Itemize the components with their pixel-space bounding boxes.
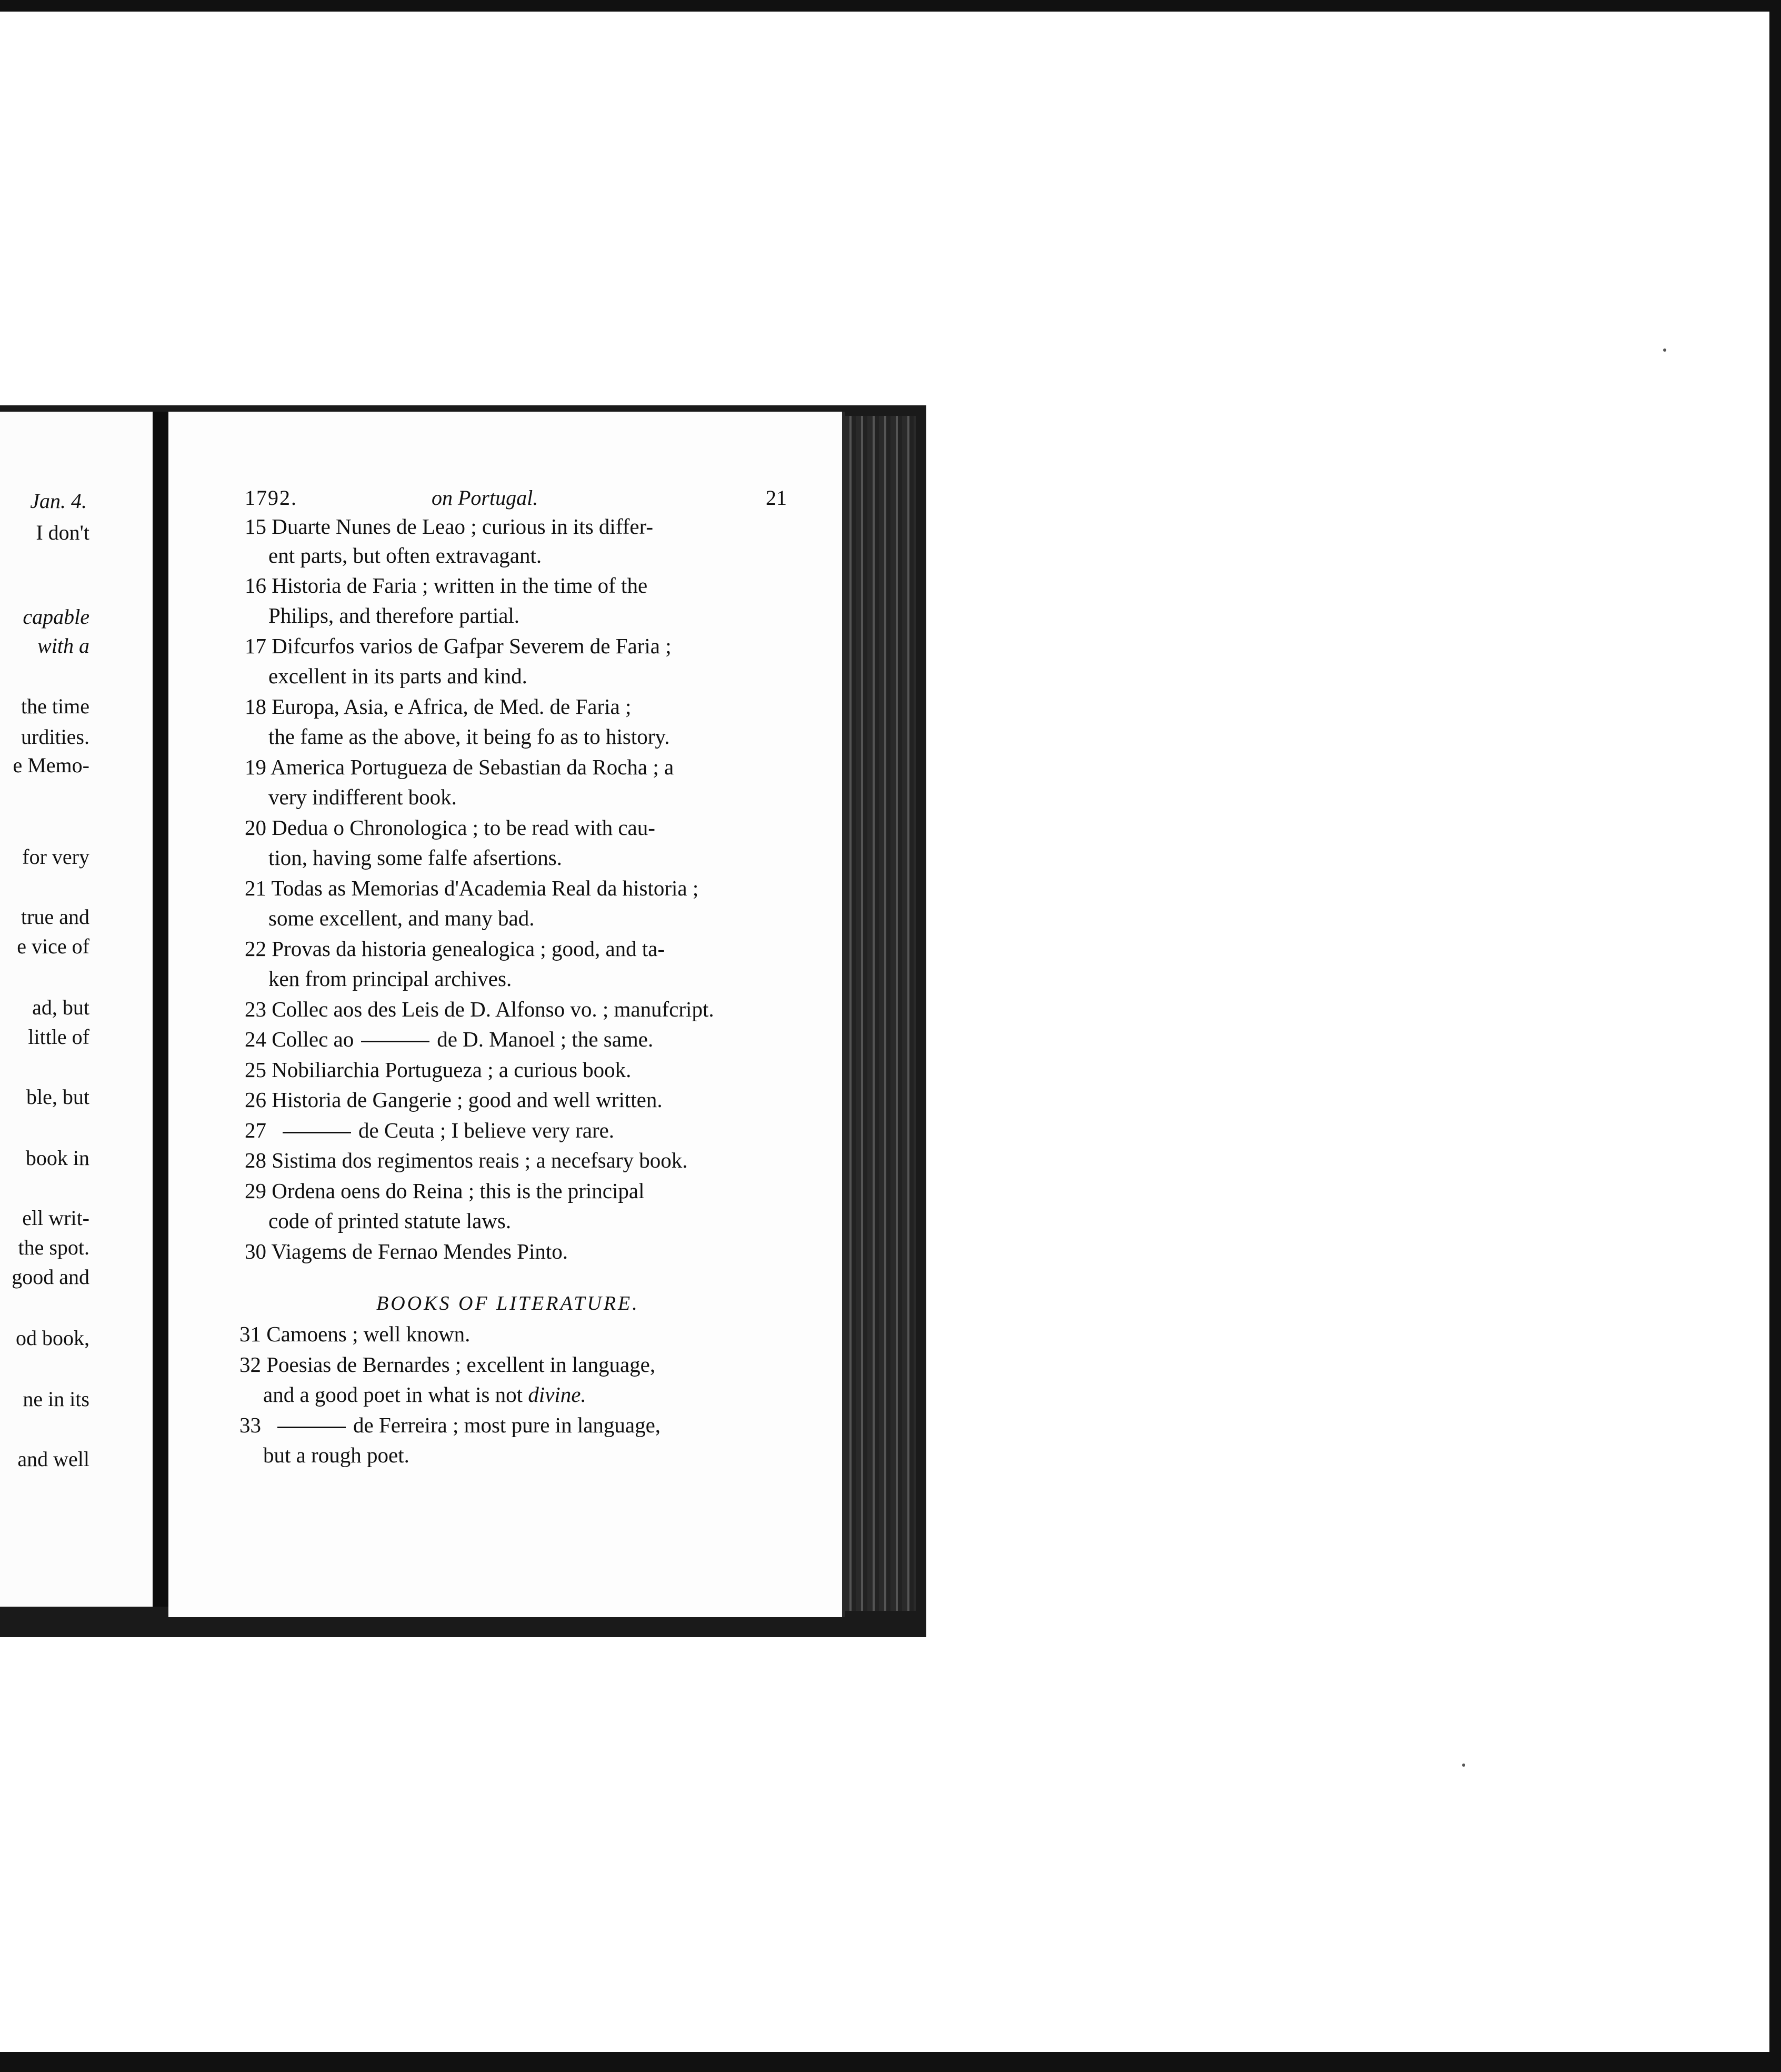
left-page-line: good and [12, 1265, 89, 1289]
entry-line [245, 1120, 614, 1141]
left-page-line: true and [21, 905, 89, 929]
running-header [245, 485, 787, 512]
entry-line: 22 Provas da historia genealogica ; good, and ta- [245, 937, 665, 961]
entry-line: 16 Historia de Faria ; written in the time of the [245, 573, 648, 597]
ditto-rule [361, 1041, 429, 1042]
entry-line: ent parts, but often extravagant. [268, 543, 542, 567]
section-heading: BOOKS OF LITERATURE. [376, 1292, 639, 1314]
entry-line: 28 Sistima dos regimentos reais ; a necefsary book. [245, 1148, 688, 1172]
entry-line: 15 Duarte Nunes de Leao ; curious in its differ- [245, 514, 654, 539]
entry-line: 31 Camoens ; well known. [239, 1322, 471, 1346]
ditto-rule [283, 1132, 351, 1133]
left-page-line: and well [17, 1447, 89, 1471]
left-page-line: e Memo- [13, 753, 89, 777]
entry-text: de D. Manoel ; the same. [437, 1027, 654, 1051]
entry-line: but a rough poet. [263, 1443, 409, 1467]
entry-text: 33 [239, 1413, 261, 1437]
entry-line: excellent in its parts and kind. [268, 664, 527, 688]
scan-border-right [1769, 0, 1781, 2072]
entry-line: 23 Collec aos des Leis de D. Alfonso vo. ; manufcript. [245, 997, 714, 1021]
header-year: 1792. [245, 486, 297, 510]
entry-line: 19 America Portugueza de Sebastian da Rocha ; a [245, 755, 674, 779]
left-page-line: I don't [36, 521, 89, 544]
entry-line [245, 1029, 653, 1050]
left-page-line: urdities. [21, 725, 89, 749]
entry-line: 32 Poesias de Bernardes ; excellent in language, [239, 1352, 656, 1377]
entry-line: Philips, and therefore partial. [268, 603, 520, 627]
left-page-line: for very [22, 845, 89, 869]
entry-line: 21 Todas as Memorias d'Academia Real da historia ; [245, 876, 699, 900]
entry-emphasis: divine. [528, 1382, 586, 1407]
left-page-line: little of [28, 1025, 89, 1049]
header-title: on Portugal. [432, 486, 538, 510]
entry-line: some excellent, and many bad. [268, 906, 535, 930]
left-page-line: Jan. 4. [30, 489, 87, 513]
scan-border-bottom [0, 2052, 1781, 2072]
right-page [168, 412, 845, 1617]
entry-line: 20 Dedua o Chronologica ; to be read with cau- [245, 815, 655, 840]
entry-line: 17 Difcurfos varios de Gafpar Severem de Faria ; [245, 634, 672, 658]
entry-line: very indifferent book. [268, 785, 457, 809]
ditto-rule [277, 1427, 346, 1428]
dust-speck [1663, 348, 1666, 352]
entry-text: and a good poet in what is not [263, 1382, 523, 1407]
left-page-line: ell writ- [22, 1206, 89, 1230]
left-page-line: book in [25, 1146, 89, 1170]
entry-text: de Ferreira ; most pure in language, [353, 1413, 661, 1437]
entry-line: code of printed statute laws. [268, 1209, 512, 1233]
entry-text: 24 Collec ao [245, 1027, 354, 1051]
scan-border-top [0, 0, 1781, 12]
entry-line: 30 Viagems de Fernao Mendes Pinto. [245, 1239, 568, 1263]
entry-text: 27 [245, 1118, 266, 1142]
entry-line: 25 Nobiliarchia Portugueza ; a curious book. [245, 1058, 632, 1082]
entry-text: de Ceuta ; I believe very rare. [358, 1118, 615, 1142]
left-page-line: ad, but [32, 995, 89, 1019]
page-number: 21 [766, 486, 787, 510]
entry-line: 29 Ordena oens do Reina ; this is the principal [245, 1179, 645, 1203]
entry-line [263, 1384, 586, 1406]
left-page-line: capable [23, 605, 89, 629]
left-page-line: the spot. [18, 1236, 89, 1259]
left-page-line: e vice of [17, 934, 89, 958]
entry-line: 18 Europa, Asia, e Africa, de Med. de Faria ; [245, 694, 632, 719]
left-page-line: with a [37, 634, 89, 658]
left-page [0, 412, 153, 1607]
left-page-line: od book, [16, 1326, 89, 1350]
left-page-line: the time [21, 694, 89, 718]
dust-speck [1462, 1764, 1465, 1767]
entry-line: tion, having some falfe afsertions. [268, 845, 562, 870]
entry-line [239, 1414, 661, 1436]
entry-line: 26 Historia de Gangerie ; good and well written. [245, 1088, 663, 1112]
entry-line: the fame as the above, it being fo as to history. [268, 724, 670, 749]
entry-line: ken from principal archives. [268, 967, 512, 991]
left-page-line: ne in its [23, 1387, 89, 1411]
left-page-line: ble, but [26, 1085, 89, 1109]
